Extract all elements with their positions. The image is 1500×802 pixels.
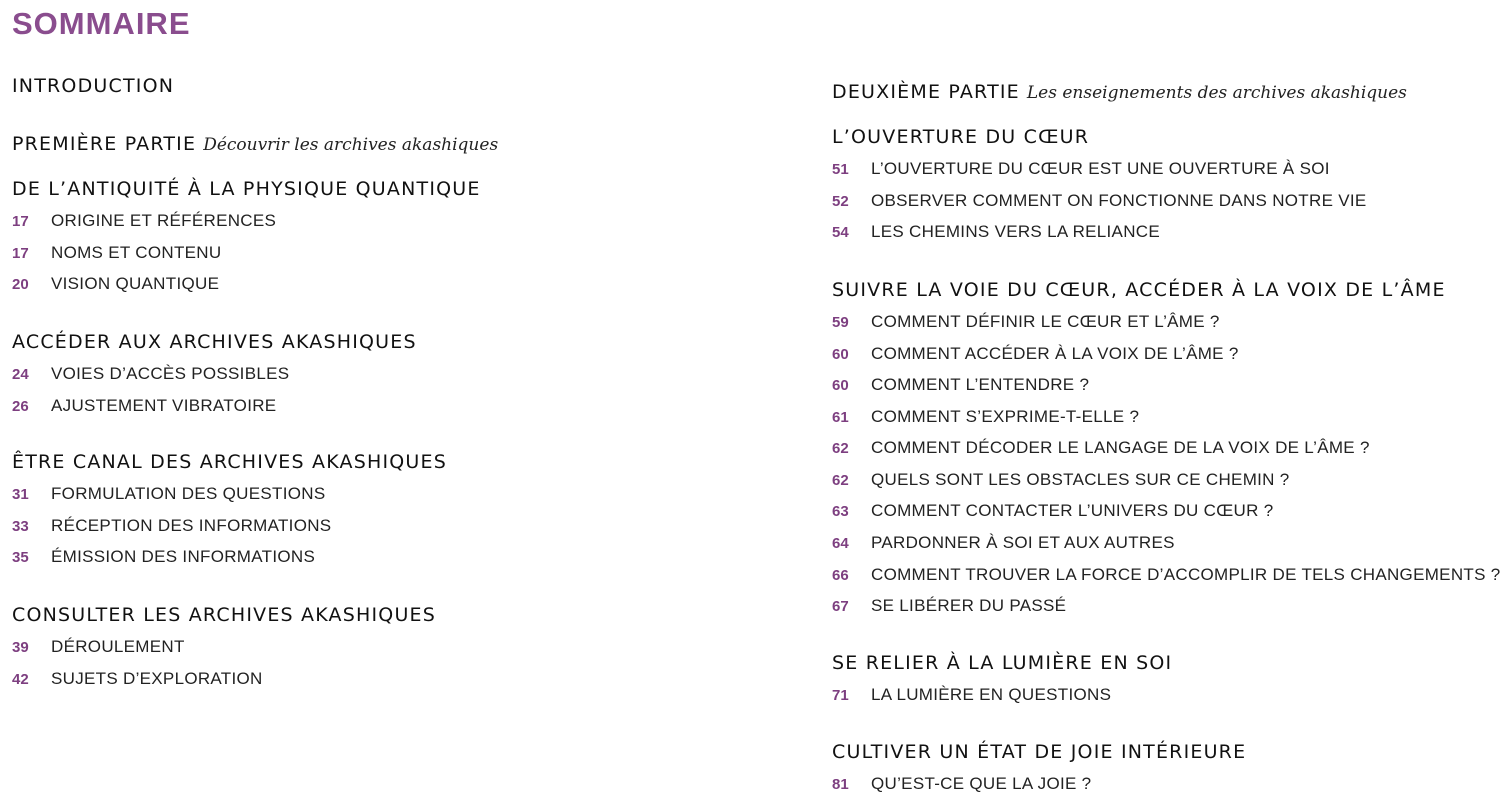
toc-entry[interactable] — [12, 273, 219, 295]
entry-title: ÉMISSION DES INFORMATIONS — [51, 547, 316, 566]
section-heading[interactable]: L’OUVERTURE DU CŒUR — [832, 126, 1090, 148]
entry-title: QU’EST-CE QUE LA JOIE ? — [871, 774, 1092, 793]
toc-entry[interactable] — [832, 190, 1367, 212]
entry-title: COMMENT TROUVER LA FORCE D’ACCOMPLIR DE TELS CHANGEMENTS ? — [871, 565, 1500, 584]
entry-title: LES CHEMINS VERS LA RELIANCE — [871, 222, 1160, 241]
page-number: 42 — [12, 671, 29, 688]
toc-entry[interactable] — [832, 684, 1111, 706]
toc-entry[interactable] — [12, 515, 331, 537]
page-number: 51 — [832, 161, 849, 178]
page-number: 60 — [832, 377, 849, 394]
toc-entry[interactable] — [832, 500, 1273, 522]
toc-entry[interactable] — [12, 210, 276, 232]
page-number: 33 — [12, 518, 29, 535]
entry-title: PARDONNER À SOI ET AUX AUTRES — [871, 533, 1175, 552]
entry-title: LA LUMIÈRE EN QUESTIONS — [871, 685, 1112, 704]
entry-title: COMMENT DÉCODER LE LANGAGE DE LA VOIX DE L’ÂME ? — [871, 438, 1370, 457]
toc-entry[interactable] — [832, 595, 1066, 617]
toc-entry[interactable] — [832, 158, 1330, 180]
entry-title: COMMENT L’ENTENDRE ? — [871, 375, 1090, 394]
page-number: 20 — [12, 276, 29, 293]
part1-label: PREMIÈRE PARTIE — [12, 133, 197, 155]
entry-title: COMMENT ACCÉDER À LA VOIX DE L’ÂME ? — [871, 344, 1239, 363]
page-number: 26 — [12, 398, 29, 415]
toc-entry[interactable] — [12, 636, 185, 658]
toc-entry[interactable] — [832, 532, 1175, 554]
page-number: 35 — [12, 549, 29, 566]
section-heading[interactable]: CONSULTER LES ARCHIVES AKASHIQUES — [12, 604, 437, 626]
toc-entry[interactable] — [832, 221, 1160, 243]
toc-entry[interactable] — [12, 363, 289, 385]
part2-heading — [832, 81, 1407, 103]
toc-entry[interactable] — [832, 311, 1220, 333]
entry-title: VISION QUANTIQUE — [51, 274, 220, 293]
page-number: 81 — [832, 776, 849, 793]
page-number: 71 — [832, 687, 849, 704]
introduction-heading[interactable]: INTRODUCTION — [12, 75, 175, 97]
page-number: 61 — [832, 409, 849, 426]
part2-subtitle: Les enseignements des archives akashiques — [1026, 83, 1407, 103]
toc-entry[interactable] — [832, 374, 1089, 396]
page-number: 31 — [12, 486, 29, 503]
toc-entry[interactable] — [12, 546, 315, 568]
section-heading[interactable]: SUIVRE LA VOIE DU CŒUR, ACCÉDER À LA VOIX DE L’ÂME — [832, 279, 1446, 301]
toc-entry[interactable] — [832, 773, 1091, 795]
entry-title: RÉCEPTION DES INFORMATIONS — [51, 516, 332, 535]
toc-entry[interactable] — [832, 469, 1290, 491]
section-heading[interactable]: DE L’ANTIQUITÉ À LA PHYSIQUE QUANTIQUE — [12, 178, 481, 200]
entry-title: SUJETS D’EXPLORATION — [51, 669, 263, 688]
entry-title: AJUSTEMENT VIBRATOIRE — [51, 396, 277, 415]
section-heading[interactable]: ACCÉDER AUX ARCHIVES AKASHIQUES — [12, 331, 417, 353]
entry-title: COMMENT CONTACTER L’UNIVERS DU CŒUR ? — [871, 501, 1274, 520]
part1-subtitle: Découvrir les archives akashiques — [203, 135, 499, 155]
entry-title: OBSERVER COMMENT ON FONCTIONNE DANS NOTRE VIE — [871, 191, 1367, 210]
toc-entry[interactable] — [832, 406, 1139, 428]
toc-entry[interactable] — [832, 343, 1239, 365]
page-number: 17 — [12, 213, 29, 230]
entry-title: SE LIBÉRER DU PASSÉ — [871, 596, 1067, 615]
toc-entry[interactable] — [12, 668, 263, 690]
part1-heading — [12, 133, 498, 155]
section-heading[interactable]: CULTIVER UN ÉTAT DE JOIE INTÉRIEURE — [832, 741, 1247, 763]
page-number: 59 — [832, 314, 849, 331]
page-number: 62 — [832, 440, 849, 457]
page-number: 64 — [832, 535, 849, 552]
page-number: 17 — [12, 245, 29, 262]
page-number: 39 — [12, 639, 29, 656]
toc-entry[interactable] — [832, 564, 1500, 586]
page-number: 67 — [832, 598, 849, 615]
entry-title: ORIGINE ET RÉFÉRENCES — [51, 211, 277, 230]
entry-title: L’OUVERTURE DU CŒUR EST UNE OUVERTURE À SOI — [871, 159, 1330, 178]
page-number: 63 — [832, 503, 849, 520]
section-heading[interactable]: SE RELIER À LA LUMIÈRE EN SOI — [832, 652, 1173, 674]
toc-title: SOMMAIRE — [12, 6, 191, 41]
page-number: 60 — [832, 346, 849, 363]
page-number: 62 — [832, 472, 849, 489]
part2-label: DEUXIÈME PARTIE — [832, 81, 1020, 103]
page-number: 24 — [12, 366, 29, 383]
toc-entry[interactable] — [12, 242, 221, 264]
entry-title: COMMENT S’EXPRIME-T-ELLE ? — [871, 407, 1140, 426]
toc-entry[interactable] — [12, 395, 276, 417]
entry-title: VOIES D’ACCÈS POSSIBLES — [51, 364, 290, 383]
toc-entry[interactable] — [832, 437, 1370, 459]
page-number: 54 — [832, 224, 849, 241]
page-number: 52 — [832, 193, 849, 210]
entry-title: NOMS ET CONTENU — [51, 243, 222, 262]
entry-title: DÉROULEMENT — [51, 637, 185, 656]
entry-title: QUELS SONT LES OBSTACLES SUR CE CHEMIN ? — [871, 470, 1290, 489]
entry-title: COMMENT DÉFINIR LE CŒUR ET L’ÂME ? — [871, 312, 1220, 331]
toc-entry[interactable] — [12, 483, 326, 505]
page-number: 66 — [832, 567, 849, 584]
section-heading[interactable]: ÊTRE CANAL DES ARCHIVES AKASHIQUES — [12, 451, 448, 473]
entry-title: FORMULATION DES QUESTIONS — [51, 484, 326, 503]
